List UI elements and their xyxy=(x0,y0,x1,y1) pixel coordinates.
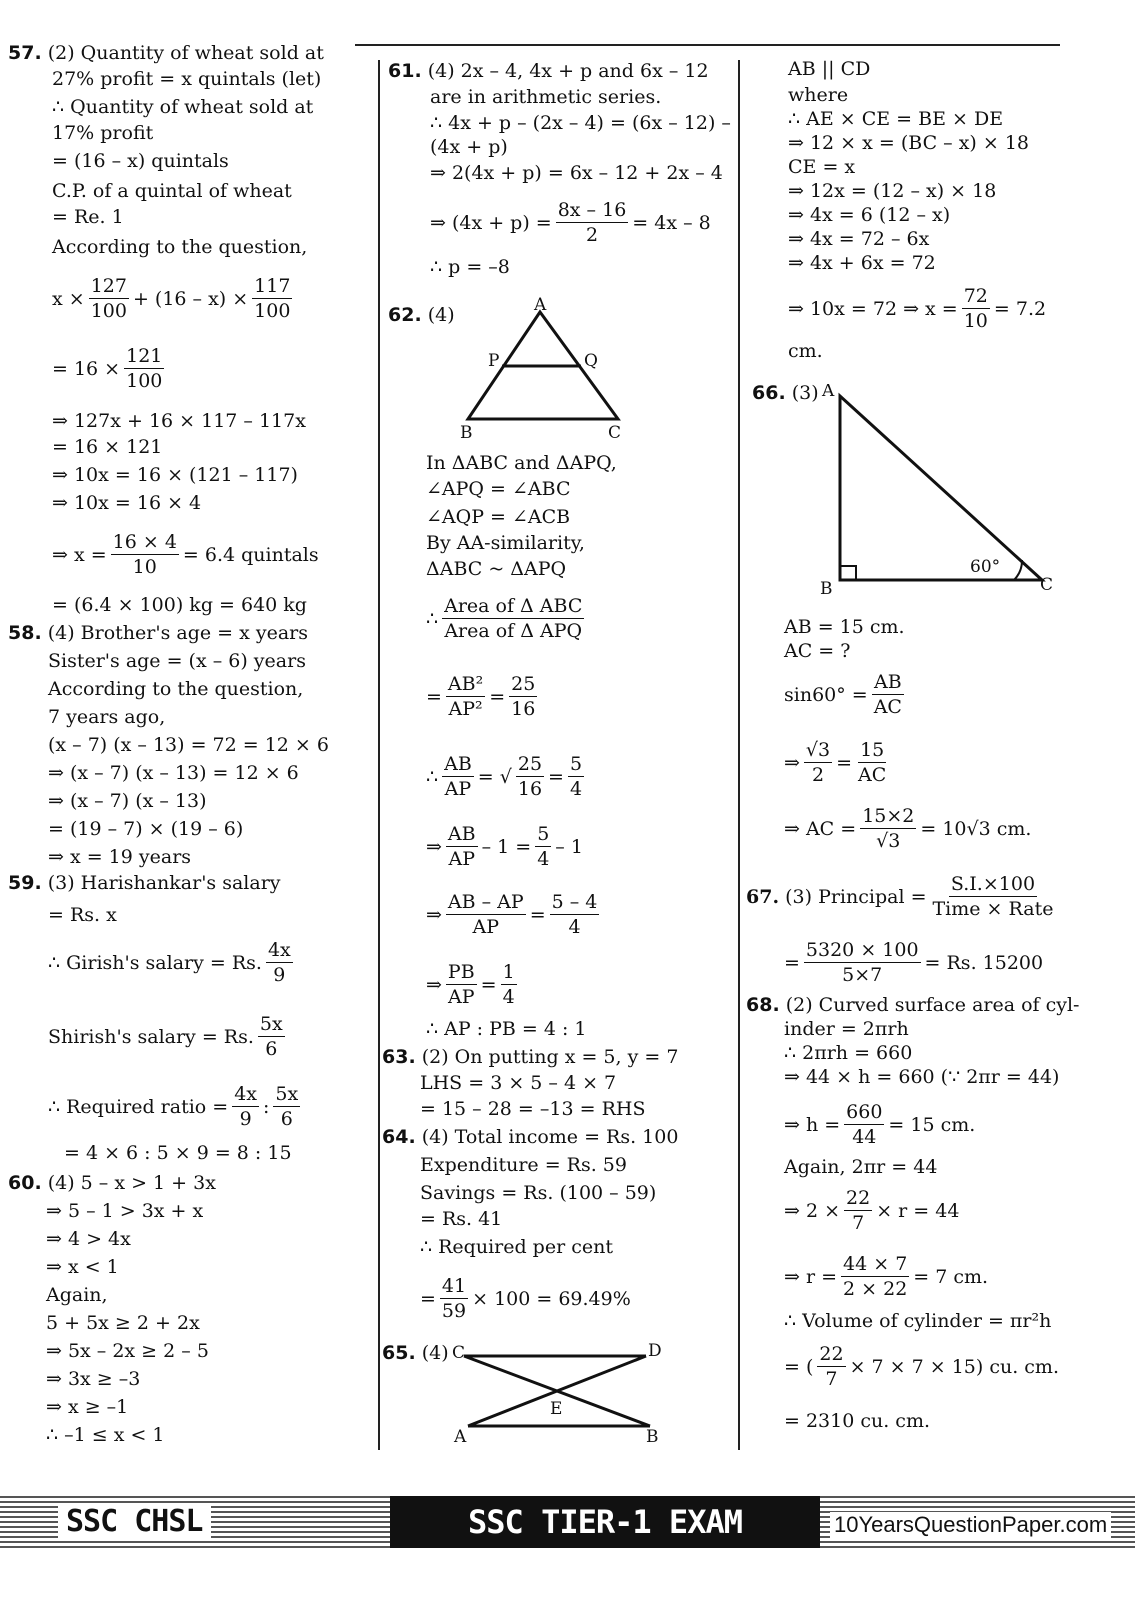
equation: = 16 × $\frac{121}{100}$ xyxy=(52,345,163,392)
text-line: (2) On putting x = 5, y = 7 xyxy=(421,1046,679,1068)
text-line: Sister's age = (x – 6) years xyxy=(48,650,306,672)
text-line: (4) 5 – x > 1 + 3x xyxy=(47,1172,216,1194)
footer-exam-tier: SSC TIER-1 EXAM xyxy=(390,1496,820,1548)
label-c: C xyxy=(1040,575,1054,595)
label-a: A xyxy=(454,1427,467,1444)
question-number: 59. xyxy=(8,872,42,894)
label-b: B xyxy=(820,579,833,596)
text-line: According to the question, xyxy=(52,236,308,258)
text-line: AC = ? xyxy=(784,640,851,662)
label-c: C xyxy=(452,1343,466,1363)
label-p: P xyxy=(488,351,500,371)
text-line: = 15 – 28 = –13 = RHS xyxy=(420,1098,646,1120)
equation: ⇒ $\frac{√3}{2}$ = $\frac{15}{AC}$ xyxy=(784,739,887,786)
equation: ⇒ (4x + p) = $\frac{8x - 16}{2}$ = 4x – 8 xyxy=(430,199,711,246)
question-number: 58. xyxy=(8,622,42,644)
text-line: Savings = Rs. (100 – 59) xyxy=(420,1182,657,1204)
equation: ⇒ AC = $\frac{15\times 2}{√3}$ = 10√3 cm. xyxy=(784,805,1032,852)
label-e: E xyxy=(550,1399,563,1419)
text-line: (2) Curved surface area of cyl- xyxy=(785,994,1080,1016)
label-b: B xyxy=(646,1427,659,1444)
text-line: ∴ Required per cent xyxy=(420,1236,613,1258)
text-line: ⇒ 5 – 1 > 3x + x xyxy=(46,1200,204,1222)
text-line: ⇒ 5x – 2x ≥ 2 – 5 xyxy=(46,1340,209,1362)
text-line: = (6.4 × 100) kg = 640 kg xyxy=(52,594,307,616)
text-line: ⇒ x = 19 years xyxy=(48,846,192,868)
text-line: ⇒ 2(4x + p) = 6x – 12 + 2x – 4 xyxy=(430,162,723,184)
question-number: 66. xyxy=(752,382,786,404)
equation: ∴ $\frac{AB}{AP}$ = √ $\frac{25}{16}$ = $\frac{5}{4}$ xyxy=(426,753,583,800)
text-line: (3) Harishankar's salary xyxy=(47,872,281,894)
equation: = $\frac{\text{AB²}}{\text{AP²}}$ = $\frac{25}{16}$ xyxy=(426,673,536,720)
label-a: A xyxy=(534,295,547,315)
label-b: B xyxy=(460,423,473,443)
text-line: Again, 2πr = 44 xyxy=(784,1156,938,1178)
text-line: ΔABC ~ ΔAPQ xyxy=(426,558,567,580)
text-line: = 2310 cu. cm. xyxy=(784,1410,931,1432)
text-line: = Rs. 41 xyxy=(420,1208,503,1230)
text-line: inder = 2πrh xyxy=(784,1018,909,1040)
angle-label: 60° xyxy=(970,557,1001,577)
question-number: 64. xyxy=(382,1126,416,1148)
question-number: 63. xyxy=(382,1046,416,1068)
text-line: ⇒ 4x = 6 (12 – x) xyxy=(788,204,951,226)
footer-website: 10YearsQuestionPaper.com xyxy=(830,1512,1111,1538)
text-line: = (19 – 7) × (19 – 6) xyxy=(48,818,244,840)
text-line: (4x + p) xyxy=(430,136,508,158)
text-line: Again, xyxy=(46,1284,108,1306)
answer-option: (4) xyxy=(421,1342,449,1364)
top-rule xyxy=(355,44,1060,46)
equation: = $\frac{41}{59}$ × 100 = 69.49% xyxy=(420,1275,631,1322)
text-line: ∴ Volume of cylinder = πr²h xyxy=(784,1310,1052,1332)
question-number: 60. xyxy=(8,1172,42,1194)
crossed-lines-figure xyxy=(438,1334,668,1444)
text-line: AB || CD xyxy=(788,58,871,80)
question-number: 65. xyxy=(382,1342,416,1364)
text-line: = 16 × 121 xyxy=(52,436,163,458)
question-number: 62. xyxy=(388,304,422,326)
right-triangle-figure xyxy=(818,384,1058,596)
equation: ∴ $\frac{\text{Area of Δ ABC}}{\text{Area of Δ APQ}}$ xyxy=(426,595,583,642)
triangle-abc-figure xyxy=(450,294,630,444)
text-line: According to the question, xyxy=(48,678,304,700)
text-line: (2) Quantity of wheat sold at xyxy=(47,42,324,64)
equation: = ( $\frac{22}{7}$ × 7 × 7 × 15) cu. cm. xyxy=(784,1343,1059,1390)
text-line: ⇒ 10x = 16 × (121 – 117) xyxy=(52,464,298,486)
equation: ∴ Required ratio = $\frac{4x}{9}$ : $\frac{5x}{6}$ xyxy=(48,1083,299,1130)
question-number: 68. xyxy=(746,994,780,1016)
text-line: (x – 7) (x – 13) = 72 = 12 × 6 xyxy=(48,734,329,756)
question-number: 57. xyxy=(8,42,42,64)
text-line: ⇒ 127x + 16 × 117 – 117x xyxy=(52,410,306,432)
text-line: Expenditure = Rs. 59 xyxy=(420,1154,627,1176)
text-line: ⇒ 4 > 4x xyxy=(46,1228,131,1250)
text-line: where xyxy=(788,84,849,106)
label-q: Q xyxy=(584,351,598,371)
text-line: ⇒ 44 × h = 660 (∵ 2πr = 44) xyxy=(784,1066,1060,1088)
text-line: LHS = 3 × 5 – 4 × 7 xyxy=(420,1072,617,1094)
page-footer xyxy=(0,1486,1135,1562)
equation: ⇒ $\frac{AB}{AP}$ – 1 = $\frac{5}{4}$ – 1 xyxy=(426,823,583,870)
footer-exam-name: SSC CHSL xyxy=(58,1504,211,1539)
text-line: 17% profit xyxy=(52,122,154,144)
equation: ⇒ h = $\frac{660}{44}$ = 15 cm. xyxy=(784,1101,976,1148)
answer-option: (4) xyxy=(427,304,455,326)
text-line: ∴ p = –8 xyxy=(430,256,510,278)
text-line: ⇒ 12 × x = (BC – x) × 18 xyxy=(788,132,1029,154)
equation: ⇒ $\frac{AB - AP}{AP}$ = $\frac{5 - 4}{4}$ xyxy=(426,891,598,938)
equation: ⇒ x = $\frac{16 \times 4}{10}$ = 6.4 quintals xyxy=(52,531,319,578)
column-divider-2 xyxy=(738,60,740,1450)
equation: Shirish's salary = Rs. $\frac{5x}{6}$ xyxy=(48,1013,283,1060)
text-line: In ΔABC and ΔAPQ, xyxy=(426,452,617,474)
text-line: = (16 – x) quintals xyxy=(52,150,229,172)
text-line: ∴ –1 ≤ x < 1 xyxy=(46,1424,165,1446)
text-line: ⇒ 3x ≥ –3 xyxy=(46,1368,141,1390)
text-line: ⇒ 12x = (12 – x) × 18 xyxy=(788,180,997,202)
text-line: = 4 × 6 : 5 × 9 = 8 : 15 xyxy=(64,1142,292,1164)
question-number: 61. xyxy=(388,60,422,82)
text-line: ∠APQ = ∠ABC xyxy=(426,478,571,500)
text-line: AB = 15 cm. xyxy=(784,616,905,638)
equation: ⇒ $\frac{PB}{AP}$ = $\frac{1}{4}$ xyxy=(426,961,515,1008)
text-line: ∴ 4x + p – (2x – 4) = (6x – 12) – xyxy=(430,112,731,134)
question-number: 67. xyxy=(746,885,780,908)
text-line: (4) Total income = Rs. 100 xyxy=(421,1126,679,1148)
text-line: ⇒ 4x = 72 – 6x xyxy=(788,228,930,250)
equation: sin60° = $\frac{AB}{AC}$ xyxy=(784,671,902,718)
equation: ⇒ 2 × $\frac{22}{7}$ × r = 44 xyxy=(784,1187,960,1234)
text-line: ⇒ x ≥ –1 xyxy=(46,1396,129,1418)
label-c: C xyxy=(608,423,622,443)
text-line: ⇒ (x – 7) (x – 13) = 12 × 6 xyxy=(48,762,299,784)
text-line: 7 years ago, xyxy=(48,706,166,728)
equation: = $\frac{5320 \times 100}{5\times 7}$ = Rs. 15200 xyxy=(784,939,1044,986)
column-divider-1 xyxy=(378,60,380,1450)
equation: x × $\frac{127}{100}$ + (16 – x) × $\frac{117}{100}$ xyxy=(52,275,291,322)
equation: ⇒ 10x = 72 ⇒ x = $\frac{72}{10}$ = 7.2 xyxy=(788,285,1047,332)
equation: ∴ Girish's salary = Rs. $\frac{4x}{9}$ xyxy=(48,939,291,986)
text-line: (4) Brother's age = x years xyxy=(47,622,308,644)
text-line: 5 + 5x ≥ 2 + 2x xyxy=(46,1312,200,1334)
text-line: are in arithmetic series. xyxy=(430,86,662,108)
label-d: D xyxy=(648,1341,662,1361)
text-line: = Rs. x xyxy=(48,904,117,926)
text-line: 27% profit = x quintals (let) xyxy=(52,68,322,90)
text-line: ⇒ 10x = 16 × 4 xyxy=(52,492,202,514)
text-line: ⇒ (x – 7) (x – 13) xyxy=(48,790,207,812)
text-line: cm. xyxy=(788,340,823,362)
text-line: By AA-similarity, xyxy=(426,532,585,554)
label-a: A xyxy=(822,384,835,401)
text-line: ∴ AE × CE = BE × DE xyxy=(788,108,1004,130)
text-line: = Re. 1 xyxy=(52,206,124,228)
text-line: CE = x xyxy=(788,156,856,178)
text-line: ⇒ x < 1 xyxy=(46,1256,119,1278)
equation: 67. (3) Principal = $\frac{S.I.\times 100}{\text{Time × Rate}}$ xyxy=(746,873,1054,920)
text-line: (4) 2x – 4, 4x + p and 6x – 12 xyxy=(427,60,709,82)
answer-option: (3) xyxy=(791,382,819,404)
text-line: C.P. of a quintal of wheat xyxy=(52,180,292,202)
text-line: ⇒ 4x + 6x = 72 xyxy=(788,252,936,274)
text-line: ∴ Quantity of wheat sold at xyxy=(52,96,314,118)
equation: ⇒ r = $\frac{44 \times 7}{2 \times 22}$ = 7 cm. xyxy=(784,1253,989,1300)
text-line: ∴ 2πrh = 660 xyxy=(784,1042,913,1064)
text-line: ∠AQP = ∠ACB xyxy=(426,506,571,528)
text-line: ∴ AP : PB = 4 : 1 xyxy=(426,1018,587,1040)
